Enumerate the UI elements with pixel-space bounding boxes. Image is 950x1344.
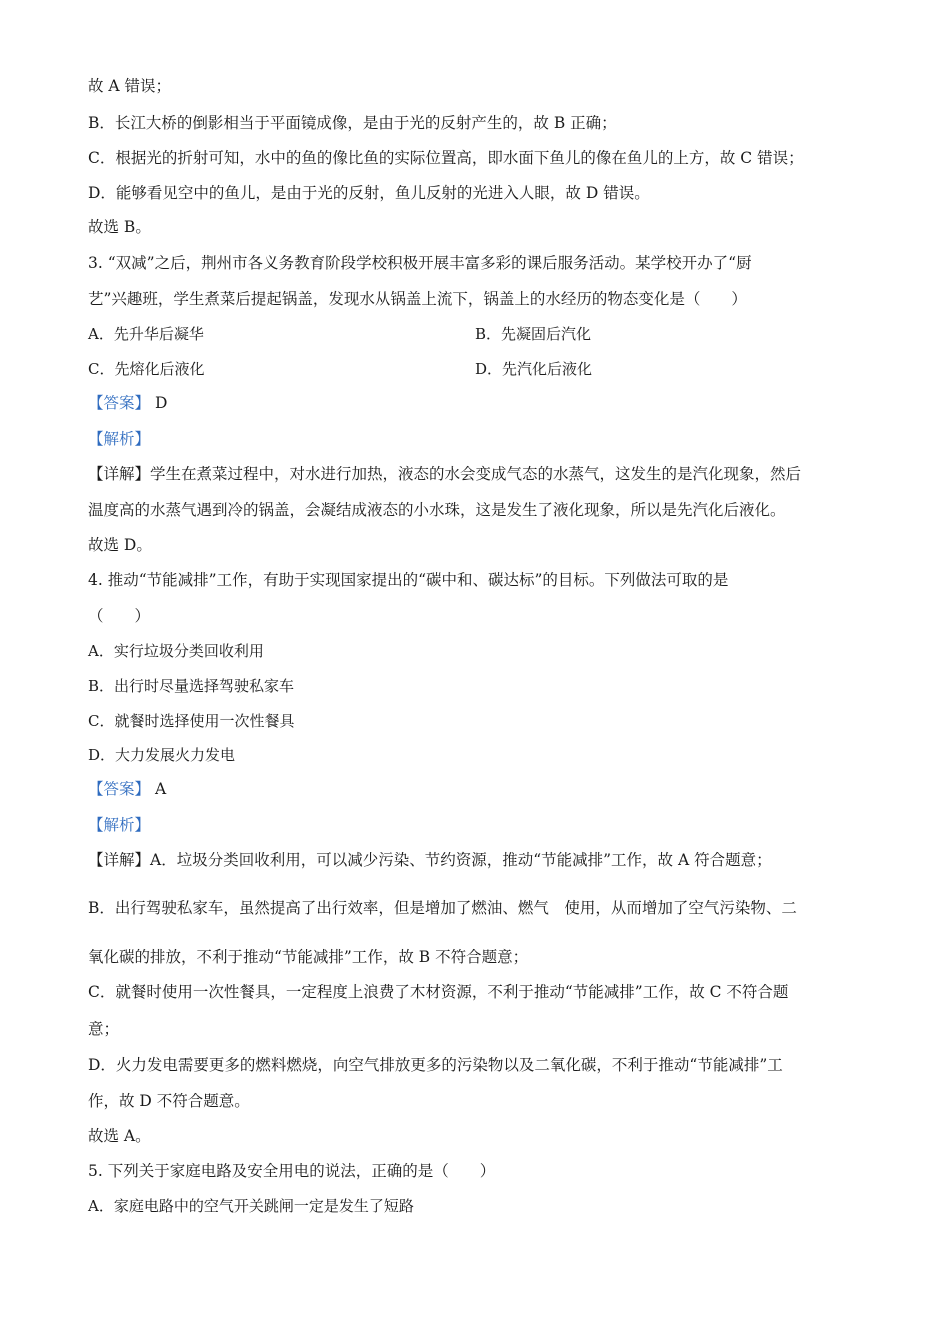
- text-line: 氧化碳的排放，不利于推动“节能减排”工作，故 B 不符合题意；: [88, 948, 529, 966]
- question-4-stem: 4. 推动“节能减排”工作，有助于实现国家提出的“碳中和、碳达标”的目标。下列做法可取的是: [88, 571, 729, 589]
- text-line: D．火力发电需要更多的燃料燃烧，向空气排放更多的污染物以及二氧化碳，不利于推动“节能减排”工: [88, 1056, 783, 1074]
- q3-option-d: D．先汽化后液化: [475, 360, 593, 378]
- text-line: 作，故 D 不符合题意。: [88, 1092, 250, 1110]
- answer-line: [88, 392, 167, 414]
- text-line: 意；: [88, 1020, 120, 1038]
- text-line: 故选 A。: [88, 1127, 151, 1145]
- question-4-stem: （ ）: [88, 607, 151, 625]
- detail-text: 学生在煮菜过程中，对水进行加热，液态的水会变成气态的水蒸气，这发生的是汽化现象，然后: [150, 465, 802, 483]
- detail-line: [88, 849, 772, 871]
- text-line: C．根据光的折射可知，水中的鱼的像比鱼的实际位置高，即水面下鱼儿的像在鱼儿的上方，故 C 错误；: [88, 149, 804, 167]
- detail-tag: 【详解】: [88, 851, 151, 869]
- text-line: 故 A 错误；: [88, 77, 172, 95]
- text-line: D．能够看见空中的鱼儿，是由于光的反射，鱼儿反射的光进入人眼，故 D 错误。: [88, 184, 650, 202]
- answer-line: [88, 778, 166, 800]
- answer-tag: 【答案】: [88, 394, 151, 412]
- q3-option-b: B．先凝固后汽化: [475, 325, 592, 343]
- analysis-line: [88, 814, 150, 836]
- detail-tag: 【详解】: [88, 465, 151, 483]
- answer-value: A: [150, 780, 167, 798]
- text-line: 故选 D。: [88, 536, 152, 554]
- analysis-tag: 【解析】: [88, 430, 151, 448]
- q4-option-b: B．出行时尽量选择驾驶私家车: [88, 677, 295, 695]
- analysis-tag: 【解析】: [88, 816, 151, 834]
- detail-line: [88, 463, 801, 485]
- detail-text: A．垃圾分类回收利用，可以减少污染、节约资源，推动“节能减排”工作，故 A 符合题意；: [150, 851, 772, 869]
- q3-option-a: A．先升华后凝华: [88, 325, 204, 343]
- q4-option-a: A．实行垃圾分类回收利用: [88, 642, 264, 660]
- question-5-stem: 5. 下列关于家庭电路及安全用电的说法，正确的是（ ）: [88, 1162, 496, 1180]
- text-line: 温度高的水蒸气遇到冷的锅盖，会凝结成液态的小水珠，这是发生了液化现象，所以是先汽化后液化。: [88, 501, 786, 519]
- q3-option-c: C．先熔化后液化: [88, 360, 205, 378]
- answer-value: D: [150, 394, 168, 412]
- answer-tag: 【答案】: [88, 780, 151, 798]
- q5-option-a: A．家庭电路中的空气开关跳闸一定是发生了短路: [88, 1197, 414, 1215]
- text-line: C．就餐时使用一次性餐具，一定程度上浪费了木材资源，不利于推动“节能减排”工作，故 C 不符合题: [88, 983, 789, 1001]
- q4-option-d: D．大力发展火力发电: [88, 746, 236, 764]
- text-line: 故选 B。: [88, 218, 151, 236]
- analysis-line: [88, 428, 150, 450]
- question-3-stem: 3. “双减”之后，荆州市各义务教育阶段学校积极开展丰富多彩的课后服务活动。某学校开办了“厨: [88, 254, 752, 272]
- question-3-stem: 艺”兴趣班，学生煮菜后提起锅盖，发现水从锅盖上流下，锅盖上的水经历的物态变化是（ ）: [88, 290, 747, 308]
- text-line: B．出行驾驶私家车，虽然提高了出行效率，但是增加了燃油、燃气 使用，从而增加了空气污染物、二: [88, 899, 797, 917]
- q4-option-c: C．就餐时选择使用一次性餐具: [88, 712, 295, 730]
- text-line: B．长江大桥的倒影相当于平面镜成像，是由于光的反射产生的，故 B 正确；: [88, 114, 617, 132]
